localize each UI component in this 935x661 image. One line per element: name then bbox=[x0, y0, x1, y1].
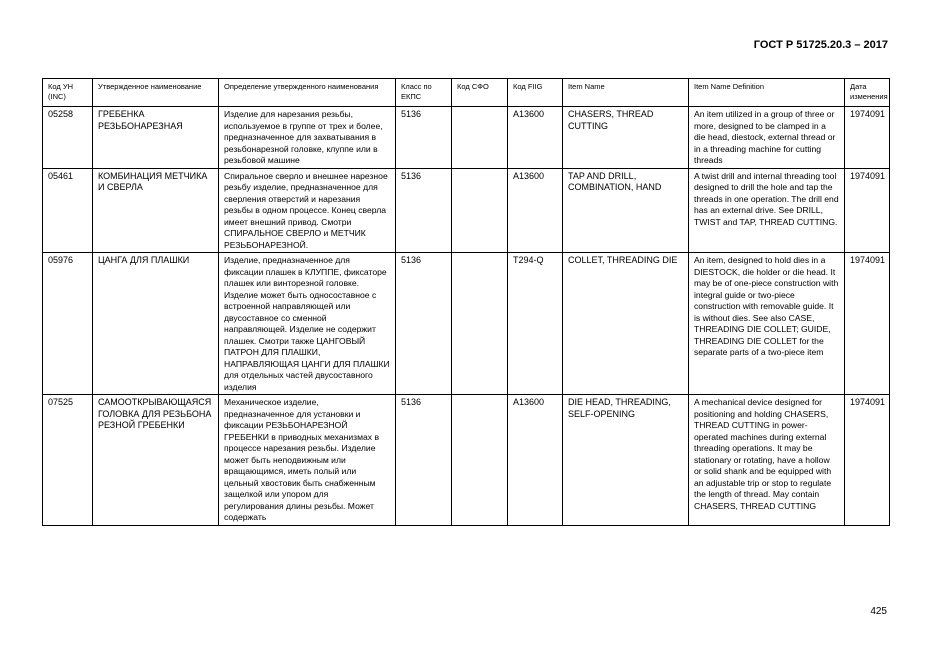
cell-date: 1974091 bbox=[845, 168, 890, 253]
table-header-row bbox=[43, 79, 890, 107]
col-header-definition-ru: Определение утвержденного наименования bbox=[219, 79, 396, 107]
col-header-item-name: Item Name bbox=[563, 79, 689, 107]
cell-fiig: A13600 bbox=[508, 107, 563, 169]
document-header bbox=[0, 39, 888, 51]
table-row bbox=[43, 253, 890, 395]
cell-date: 1974091 bbox=[845, 395, 890, 526]
cell-date: 1974091 bbox=[845, 253, 890, 395]
standard-code: ГОСТ Р 51725.20.3 – 2017 bbox=[753, 39, 888, 51]
inc-table bbox=[42, 78, 890, 526]
cell-name-ru: САМООТКРЫВАЮЩАЯСЯ ГОЛОВКА ДЛЯ РЕЗЬБОНАРЕЗНОЙ ГРЕБЕНКИ bbox=[93, 395, 219, 526]
cell-item-name: COLLET, THREADING DIE bbox=[563, 253, 689, 395]
cell-definition-ru: Механическое изделие, предназначенное для установки и фиксации РЕЗЬБОНАРЕЗНОЙ ГРЕБЕНКИ в приводных механизмах в процессе нарезания резьбы. Изделие может быть неподвижным или вращающимся, иметь полый или цельный хвостовик быть снабженным защелкой или упором для регулирования длины резьбы. Может содержать bbox=[219, 395, 396, 526]
table-row bbox=[43, 395, 890, 526]
cell-name-ru: ЦАНГА ДЛЯ ПЛАШКИ bbox=[93, 253, 219, 395]
col-header-fiig: Код FIIG bbox=[508, 79, 563, 107]
col-header-sfo: Код СФО bbox=[452, 79, 508, 107]
cell-definition-ru: Спиральное сверло и внешнее нарезное резьбу изделие, предназначенное для сверления отверстий и нарезания резьбы в одном процессе. Конец сверла имеет внешний привод. Смотри СПИРАЛЬНОЕ СВЕРЛО и МЕТЧИК РЕЗЬБОНАРЕЗНОЙ. bbox=[219, 168, 396, 253]
table-row bbox=[43, 168, 890, 253]
cell-inc: 05976 bbox=[43, 253, 93, 395]
cell-sfo bbox=[452, 107, 508, 169]
cell-sfo bbox=[452, 253, 508, 395]
cell-definition-ru: Изделие, предназначенное для фиксации плашек в КЛУППЕ, фиксаторе плашек или винторезной головке. Изделие может быть односоставное с встроенной направляющей или двусоставное со сменной направляющей. Изделие не содержит плашек. Смотри также ЦАНГОВЫЙ ПАТРОН ДЛЯ ПЛАШКИ, НАПРАВЛЯЮЩАЯ ЦАНГИ ДЛЯ ПЛАШКИ для отдельных частей двусоставного изделия bbox=[219, 253, 396, 395]
cell-class: 5136 bbox=[396, 107, 452, 169]
cell-definition-en: An item, designed to hold dies in a DIESTOCK, die holder or die head. It may be of one-piece construction with integral guide or two-piece construction with removable guide. It is without dies. See also CASE, THREADING DIE COLLET; GUIDE, THREADING DIE COLLET for the separate parts of a two-piece item bbox=[689, 253, 845, 395]
cell-class: 5136 bbox=[396, 253, 452, 395]
cell-inc: 07525 bbox=[43, 395, 93, 526]
cell-item-name: CHASERS, THREAD CUTTING bbox=[563, 107, 689, 169]
cell-item-name: DIE HEAD, THREADING, SELF-OPENING bbox=[563, 395, 689, 526]
col-header-name-ru: Утвержденное наименование bbox=[93, 79, 219, 107]
cell-fiig: A13600 bbox=[508, 395, 563, 526]
cell-class: 5136 bbox=[396, 395, 452, 526]
cell-item-name: TAP AND DRILL, COMBINATION, HAND bbox=[563, 168, 689, 253]
cell-name-ru: ГРЕБЕНКА РЕЗЬБОНАРЕЗНАЯ bbox=[93, 107, 219, 169]
cell-definition-en: An item utilized in a group of three or more, designed to be clamped in a die head, diestock, external thread or in a threading machine for cutting threads bbox=[689, 107, 845, 169]
page-number: 425 bbox=[870, 606, 887, 617]
cell-inc: 05461 bbox=[43, 168, 93, 253]
cell-fiig: T294-Q bbox=[508, 253, 563, 395]
cell-class: 5136 bbox=[396, 168, 452, 253]
cell-definition-en: A twist drill and internal threading tool designed to drill the hole and tap the threads in one operation. The drill end has an external drive. See DRILL, TWIST and TAP, THREAD CUTTING. bbox=[689, 168, 845, 253]
cell-date: 1974091 bbox=[845, 107, 890, 169]
col-header-date: Дата изменения bbox=[845, 79, 890, 107]
table-row bbox=[43, 107, 890, 169]
cell-definition-en: A mechanical device designed for positioning and holding CHASERS, THREAD CUTTING in power-operated machines during external threading operations. It may be stationary or rotating, have a hollow or solid shank and be equipped with an adjustable trip or stop to regulate the length of thread. May contain CHASERS, THREAD CUTTING bbox=[689, 395, 845, 526]
cell-definition-ru: Изделие для нарезания резьбы, используемое в группе от трех и более, предназначенное для захватывания в резьбонарезной головке, клуппе или в резьбовой машине bbox=[219, 107, 396, 169]
cell-name-ru: КОМБИНАЦИЯ МЕТЧИКА И СВЕРЛА bbox=[93, 168, 219, 253]
cell-sfo bbox=[452, 395, 508, 526]
cell-inc: 05258 bbox=[43, 107, 93, 169]
cell-sfo bbox=[452, 168, 508, 253]
cell-fiig: A13600 bbox=[508, 168, 563, 253]
col-header-definition-en: Item Name Definition bbox=[689, 79, 845, 107]
col-header-inc: Код УН (INC) bbox=[43, 79, 93, 107]
col-header-class: Класс по ЕКПС bbox=[396, 79, 452, 107]
